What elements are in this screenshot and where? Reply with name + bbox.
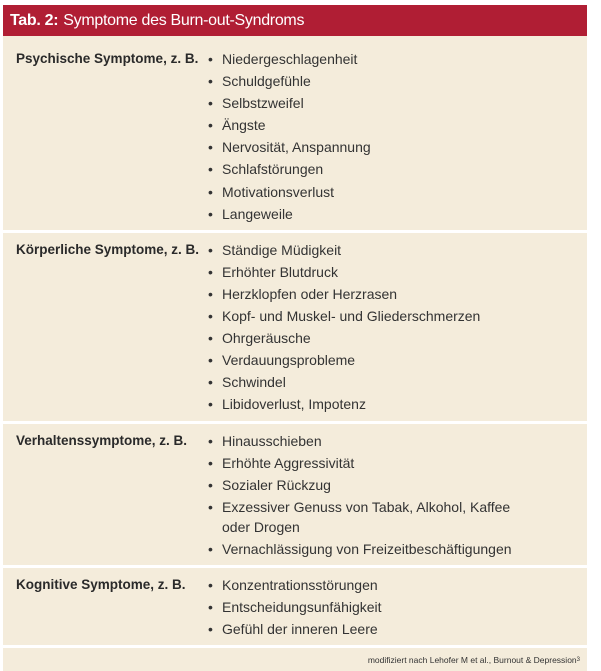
table-body [3, 36, 587, 648]
table-row [3, 233, 587, 424]
symptom-item: • Herzklopfen oder Herzrasen [207, 284, 537, 304]
symptom-list [207, 49, 537, 226]
table-title: Symptome des Burn-out-Syndroms [63, 11, 305, 29]
symptom-list [207, 575, 537, 641]
symptom-item: • Erhöhter Blutdruck [207, 262, 537, 282]
symptom-item: • Erhöhte Aggressivität [207, 453, 537, 473]
category-label: Körperliche Symptome, z. B. [16, 241, 200, 257]
symptom-item: • Ständige Müdigkeit [207, 240, 537, 260]
category-label: Verhaltenssymptome, z. B. [16, 432, 188, 448]
symptom-item: • Sozialer Rückzug [207, 475, 537, 495]
symptom-list [207, 240, 537, 417]
table-row [3, 42, 587, 233]
table-footer [3, 648, 587, 671]
symptom-item: • Niedergeschlagenheit [207, 49, 537, 69]
symptom-item: • Kopf- und Muskel- und Gliederschmerzen [207, 306, 537, 326]
symptom-item: • Gefühl der inneren Leere [207, 619, 537, 639]
symptom-item: • Schwindel [207, 372, 537, 392]
symptom-item: • Verdauungsprobleme [207, 350, 537, 370]
category-label: Psychische Symptome, z. B. [16, 51, 199, 66]
symptom-item: • Schlafstörungen [207, 159, 537, 179]
symptom-item: • Hinausschieben [207, 431, 537, 451]
category-label: Kognitive Symptome, z. B. [16, 576, 186, 592]
symptom-item: • Selbstzweifel [207, 93, 537, 113]
symptom-item: • Nervosität, Anspannung [207, 137, 537, 157]
symptom-item: • Vernachlässigung von Freizeitbeschäftigungen [207, 539, 537, 559]
table-number: Tab. 2: [10, 11, 59, 29]
table-title-bar [3, 5, 587, 36]
symptom-item: • Libidoverlust, Impotenz [207, 394, 537, 414]
symptom-item: • Entscheidungsunfähigkeit [207, 597, 537, 617]
table-row [3, 568, 587, 648]
symptom-item: • Ohrgeräusche [207, 328, 537, 348]
symptom-item: • Ängste [207, 115, 537, 135]
source-reference: 3 [576, 656, 580, 663]
source-note: modifiziert nach Lehofer M et al., Burnout & Depression [367, 654, 577, 665]
symptom-item: • Konzentrationsstörungen [207, 575, 537, 595]
table-row [3, 424, 587, 568]
symptom-item: • Motivationsverlust [207, 182, 537, 202]
symptom-list [207, 431, 537, 561]
symptom-item: • Langeweile [207, 204, 537, 224]
symptom-item: • Schuldgefühle [207, 71, 537, 91]
symptom-table [3, 5, 587, 671]
symptom-item: • Exzessiver Genuss von Tabak, Alkohol, Kaffee oder Drogen [207, 497, 537, 537]
